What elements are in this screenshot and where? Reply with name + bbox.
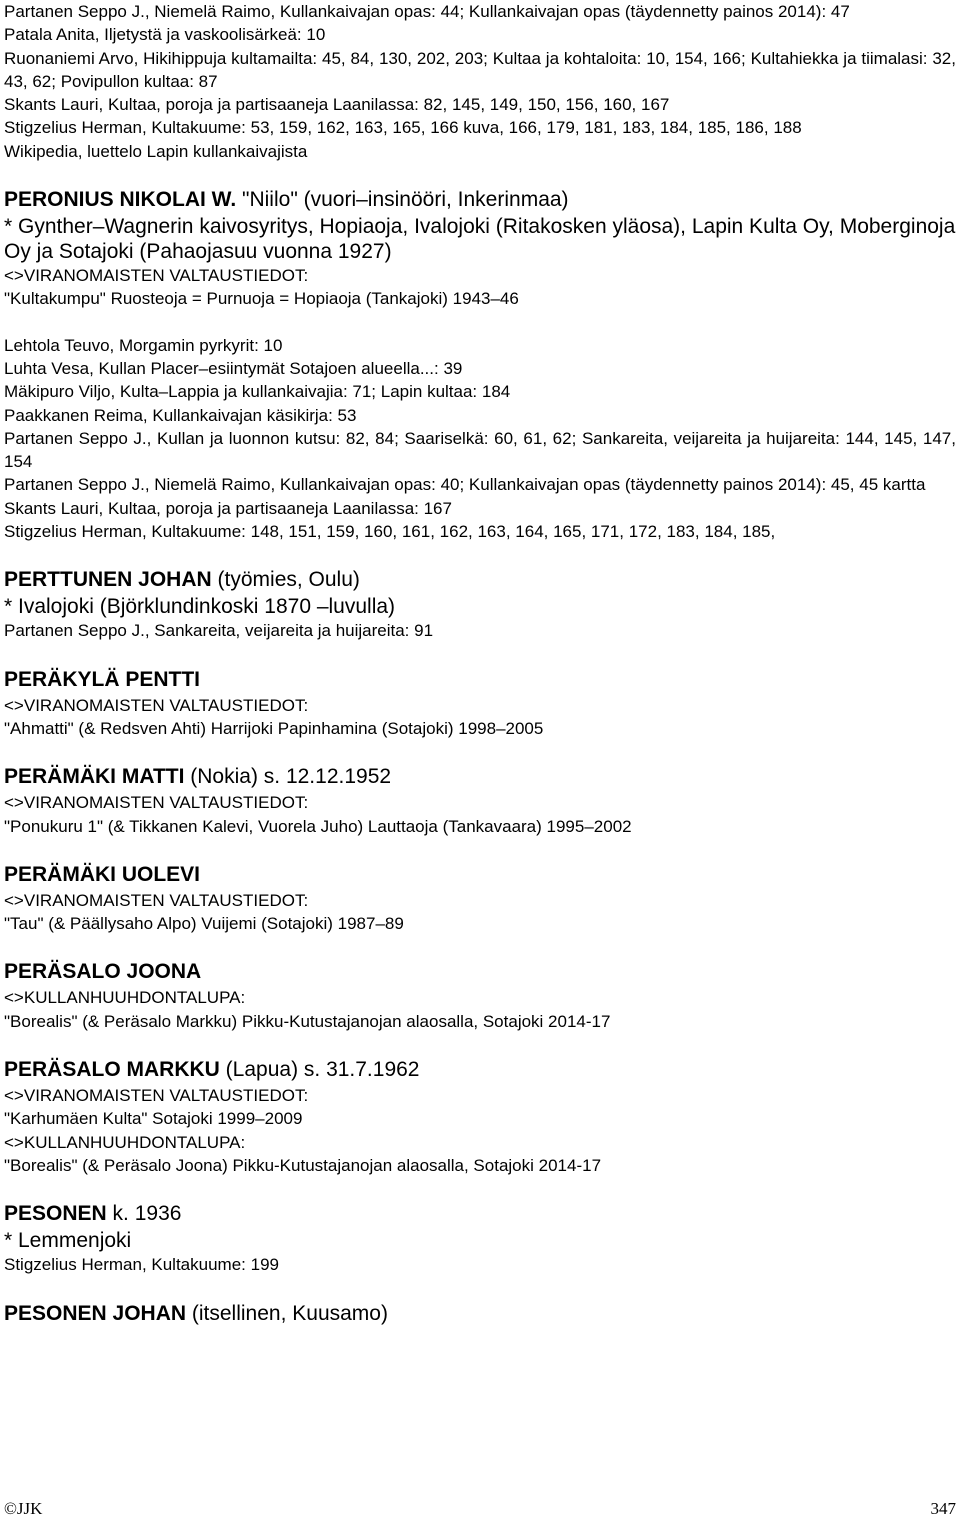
reference-line: Partanen Seppo J., Niemelä Raimo, Kullankaivajan opas: 44; Kullankaivajan opas (täydennetty painos 2014): 47	[4, 2, 850, 21]
entry-line: <>VIRANOMAISTEN VALTAUSTIEDOT:	[4, 695, 309, 715]
person-details: k. 1936	[106, 1202, 182, 1226]
entry-heading	[4, 666, 956, 694]
entry-line: <>VIRANOMAISTEN VALTAUSTIEDOT:	[4, 890, 309, 910]
person-name: PERONIUS NIKOLAI W.	[4, 188, 237, 212]
entry-heading	[4, 1056, 956, 1084]
entry-heading	[4, 958, 956, 986]
entry-line: <>KULLANHUUHDONTALUPA:	[4, 1132, 246, 1152]
page-footer	[4, 1498, 956, 1520]
entry-line: "Karhumäen Kulta" Sotajoki 1999–2009	[4, 1109, 303, 1129]
entry-heading	[4, 1200, 956, 1228]
reference-line: Stigzelius Herman, Kultakuume: 148, 151, 159, 160, 161, 162, 163, 164, 165, 171, 172, 183, 184, 185,	[4, 522, 776, 542]
reference-line: Partanen Seppo J., Sankareita, veijareita ja huijareita: 91	[4, 621, 434, 641]
entry-heading	[4, 1300, 956, 1328]
entry-line: <>VIRANOMAISTEN VALTAUSTIEDOT:	[4, 793, 309, 813]
entry-line: "Tau" (& Päällysaho Alpo) Vuijemi (Sotajoki) 1987–89	[4, 914, 404, 934]
reference-line: Partanen Seppo J., Niemelä Raimo, Kullankaivajan opas: 40; Kullankaivajan opas (täydennetty painos 2014): 45, 45 kartta	[4, 475, 926, 495]
person-details: (itsellinen, Kuusamo)	[186, 1301, 388, 1325]
person-entry	[4, 186, 956, 543]
document-page	[4, 0, 956, 1328]
entry-line: <>VIRANOMAISTEN VALTAUSTIEDOT:	[4, 266, 309, 286]
entry-line: "Ahmatti" (& Redsven Ahti) Harrijoki Papinhamina (Sotajoki) 1998–2005	[4, 718, 544, 738]
entry-line: "Borealis" (& Peräsalo Markku) Pikku-Kutustajanojan alaosalla, Sotajoki 2014-17	[4, 1011, 611, 1031]
reference-line: Paakkanen Reima, Kullankaivajan käsikirja: 53	[4, 405, 357, 425]
copyright-mark: ©JJK	[4, 1499, 43, 1518]
location-line: * Gynther–Wagnerin kaivosyritys, Hopiaoja, Ivalojoki (Ritakosken yläosa), Lapin Kulta Oy, Moberginoja Oy ja Sotajoki (Pahaojasuu vuonna 1927)	[4, 215, 956, 264]
person-details: (työmies, Oulu)	[211, 568, 360, 592]
person-name: PERÄSALO JOONA	[4, 960, 202, 984]
reference-line: Stigzelius Herman, Kultakuume: 199	[4, 1255, 279, 1275]
person-entry	[4, 666, 956, 741]
person-entry	[4, 1200, 956, 1276]
person-entry	[4, 1056, 956, 1177]
entry-heading	[4, 566, 956, 594]
reference-line: Ruonaniemi Arvo, Hikihippuja kultamailta: 45, 84, 130, 202, 203; Kultaa ja kohtaloita: 10, 154, 166; Kultahiekka ja tiimalasi: 32, 43, 62; Povipullon kultaa: 87	[4, 48, 956, 91]
person-name: PESONEN JOHAN	[4, 1301, 187, 1325]
person-name: PERÄKYLÄ PENTTI	[4, 667, 201, 691]
reference-line: Luhta Vesa, Kullan Placer–esiintymät Sotajoen alueella...: 39	[4, 358, 463, 378]
entry-heading	[4, 861, 956, 889]
entry-line: "Ponukuru 1" (& Tikkanen Kalevi, Vuorela Juho) Lauttaoja (Tankavaara) 1995–2002	[4, 816, 632, 836]
entry-line: <>VIRANOMAISTEN VALTAUSTIEDOT:	[4, 1086, 309, 1106]
reference-line: Partanen Seppo J., Kullan ja luonnon kutsu: 82, 84; Saariselkä: 60, 61, 62; Sankareita, veijareita ja huijareita: 144, 145, 147, 154	[4, 428, 956, 472]
person-name: PERTTUNEN JOHAN	[4, 568, 212, 592]
page-number: 347	[930, 1499, 956, 1518]
person-entry	[4, 566, 956, 642]
entry-line: "Borealis" (& Peräsalo Joona) Pikku-Kutustajanojan alaosalla, Sotajoki 2014-17	[4, 1155, 602, 1175]
person-entry	[4, 763, 956, 838]
entry-heading	[4, 186, 956, 214]
person-name: PESONEN	[4, 1202, 107, 1226]
reference-line: Skants Lauri, Kultaa, poroja ja partisaaneja Laanilassa: 82, 145, 149, 150, 156, 160, 167	[4, 95, 670, 115]
location-line: * Lemmenjoki	[4, 1229, 132, 1253]
reference-block-top	[4, 0, 956, 163]
person-entry	[4, 861, 956, 936]
entry-heading	[4, 763, 956, 791]
entry-line: <>KULLANHUUHDONTALUPA:	[4, 988, 246, 1008]
person-details: (Lapua) s. 31.7.1962	[219, 1058, 420, 1082]
person-name: PERÄMÄKI MATTI	[4, 765, 185, 789]
location-line: * Ivalojoki (Björklundinkoski 1870 –luvulla)	[4, 595, 396, 619]
person-details: "Niilo" (vuori–insinööri, Inkerinmaa)	[236, 188, 569, 212]
reference-line: Mäkipuro Viljo, Kulta–Lappia ja kullankaivajia: 71; Lapin kultaa: 184	[4, 382, 511, 402]
person-details: (Nokia) s. 12.12.1952	[184, 765, 392, 789]
person-entry	[4, 958, 956, 1033]
entry-line: "Kultakumpu" Ruosteoja = Purnuoja = Hopiaoja (Tankajoki) 1943–46	[4, 289, 519, 309]
person-entry	[4, 1300, 956, 1328]
reference-line: Stigzelius Herman, Kultakuume: 53, 159, 162, 163, 165, 166 kuva, 166, 179, 181, 183, 184, 185, 186, 188	[4, 118, 802, 138]
reference-line: Wikipedia, luettelo Lapin kullankaivajista	[4, 141, 308, 161]
person-name: PERÄSALO MARKKU	[4, 1058, 220, 1082]
reference-line: Patala Anita, Iljetystä ja vaskoolisärkeä: 10	[4, 25, 326, 45]
person-name: PERÄMÄKI UOLEVI	[4, 862, 201, 886]
reference-line: Skants Lauri, Kultaa, poroja ja partisaaneja Laanilassa: 167	[4, 498, 452, 518]
reference-line: Lehtola Teuvo, Morgamin pyrkyrit: 10	[4, 335, 283, 355]
